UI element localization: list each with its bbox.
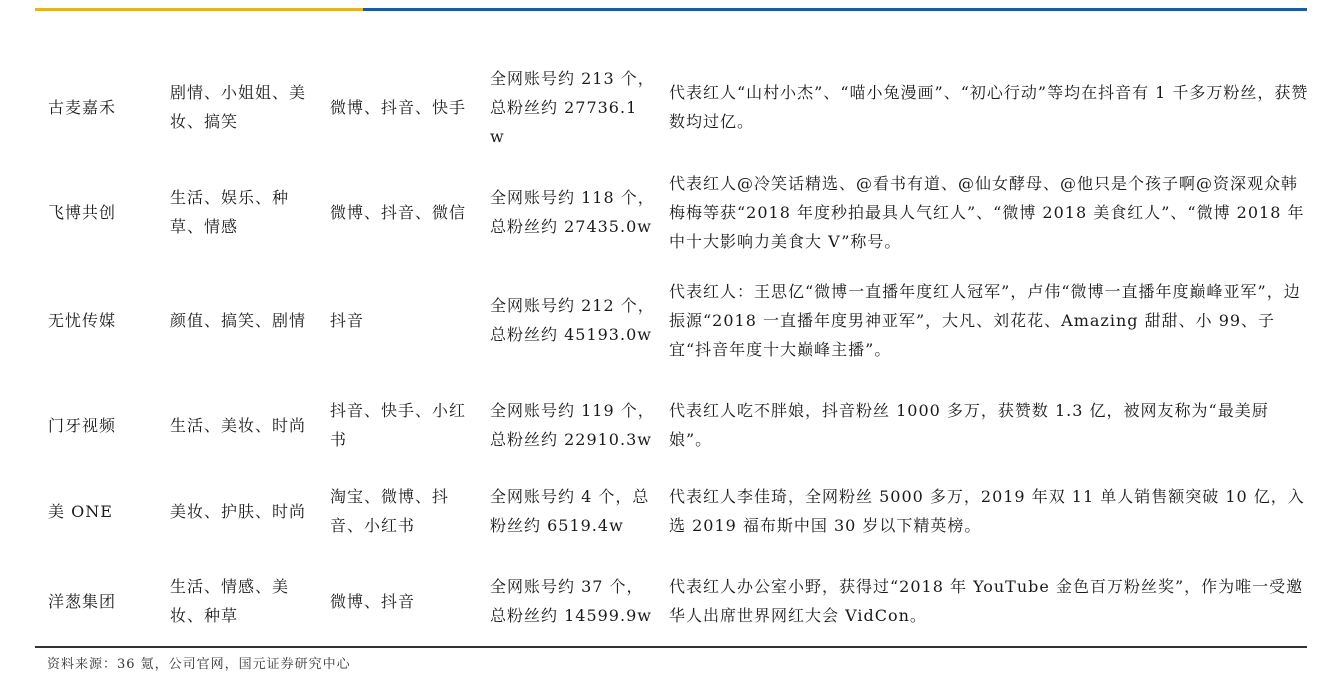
table-row [35, 556, 1307, 646]
representative-note: 代表红人吃不胖娘，抖音粉丝 1000 多万，获赞数 1.3 亿，被网友称为“最美厨娘”。 [669, 401, 1269, 449]
platforms: 微博、抖音 [330, 591, 416, 611]
platforms: 抖音、快手、小红书 [330, 401, 467, 449]
content-field: 颜值、搞笑、剧情 [170, 310, 307, 330]
representative-note: 代表红人：王思亿“微博一直播年度红人冠军”，卢伟“微博一直播年度巅峰亚军”，边振源“2018 一直播年度男神亚军”，大凡、刘花花、Amazing 甜甜、小 99、子宜“抖音年度十大巅峰主播”。 [669, 281, 1301, 359]
table-row [35, 275, 1307, 365]
table-row [35, 62, 1307, 152]
company-name: 洋葱集团 [48, 591, 117, 611]
company-name: 无忧传媒 [48, 310, 117, 330]
fans-count: 全网账号约 118 个，总粉丝约 27435.0w [490, 188, 655, 236]
content-field: 美妆、护肤、时尚 [170, 501, 307, 521]
representative-note: 代表红人@冷笑话精选、@看书有道、@仙女酵母、@他只是个孩子啊@资深观众韩梅梅等获“2018 年度秒拍最具人气红人”、“微博 2018 美食红人”、“微博 2018 年中十大影响力美食大 V”称号。 [669, 173, 1305, 251]
representative-note: 代表红人“山村小杰”、“喵小兔漫画”、“初心行动”等均在抖音有 1 千多万粉丝，获赞数均过亿。 [669, 83, 1309, 131]
company-name: 门牙视频 [48, 415, 117, 435]
company-name: 古麦嘉禾 [48, 97, 117, 117]
fans-count: 全网账号约 213 个，总粉丝约 27736.1 w [490, 68, 655, 146]
fans-count: 全网账号约 212 个，总粉丝约 45193.0w [490, 296, 655, 344]
fans-count: 全网账号约 37 个，总粉丝约 14599.9w [490, 577, 652, 625]
table-row [35, 167, 1307, 257]
content-field: 剧情、小姐姐、美妆、搞笑 [170, 83, 307, 131]
company-name: 飞博共创 [48, 202, 117, 222]
company-name: 美 ONE [48, 501, 113, 521]
fans-count: 全网账号约 119 个，总粉丝约 22910.3w [490, 401, 655, 449]
table-row [35, 380, 1307, 470]
platforms: 淘宝、微博、抖音、小红书 [330, 487, 450, 535]
content-field: 生活、情感、美妆、种草 [170, 577, 290, 625]
content-field: 生活、美妆、时尚 [170, 415, 307, 435]
table-row [35, 466, 1307, 556]
platforms: 抖音 [330, 310, 365, 330]
header-accent-bar [35, 8, 1307, 11]
table-bottom-rule [35, 646, 1307, 648]
representative-note: 代表红人办公室小野，获得过“2018 年 YouTube 金色百万粉丝奖”，作为唯一受邀华人出席世界网红大会 VidCon。 [669, 577, 1304, 625]
header-accent-blue [363, 8, 1307, 11]
content-field: 生活、娱乐、种草、情感 [170, 188, 290, 236]
fans-count: 全网账号约 4 个，总粉丝约 6519.4w [490, 487, 650, 535]
source-note: 资料来源：36 氪，公司官网，国元证券研究中心 [47, 657, 351, 672]
header-accent-gold [35, 8, 363, 11]
platforms: 微博、抖音、快手 [330, 97, 467, 117]
platforms: 微博、抖音、微信 [330, 202, 467, 222]
representative-note: 代表红人李佳琦，全网粉丝 5000 多万，2019 年双 11 单人销售额突破 10 亿，入选 2019 福布斯中国 30 岁以下精英榜。 [669, 487, 1305, 535]
